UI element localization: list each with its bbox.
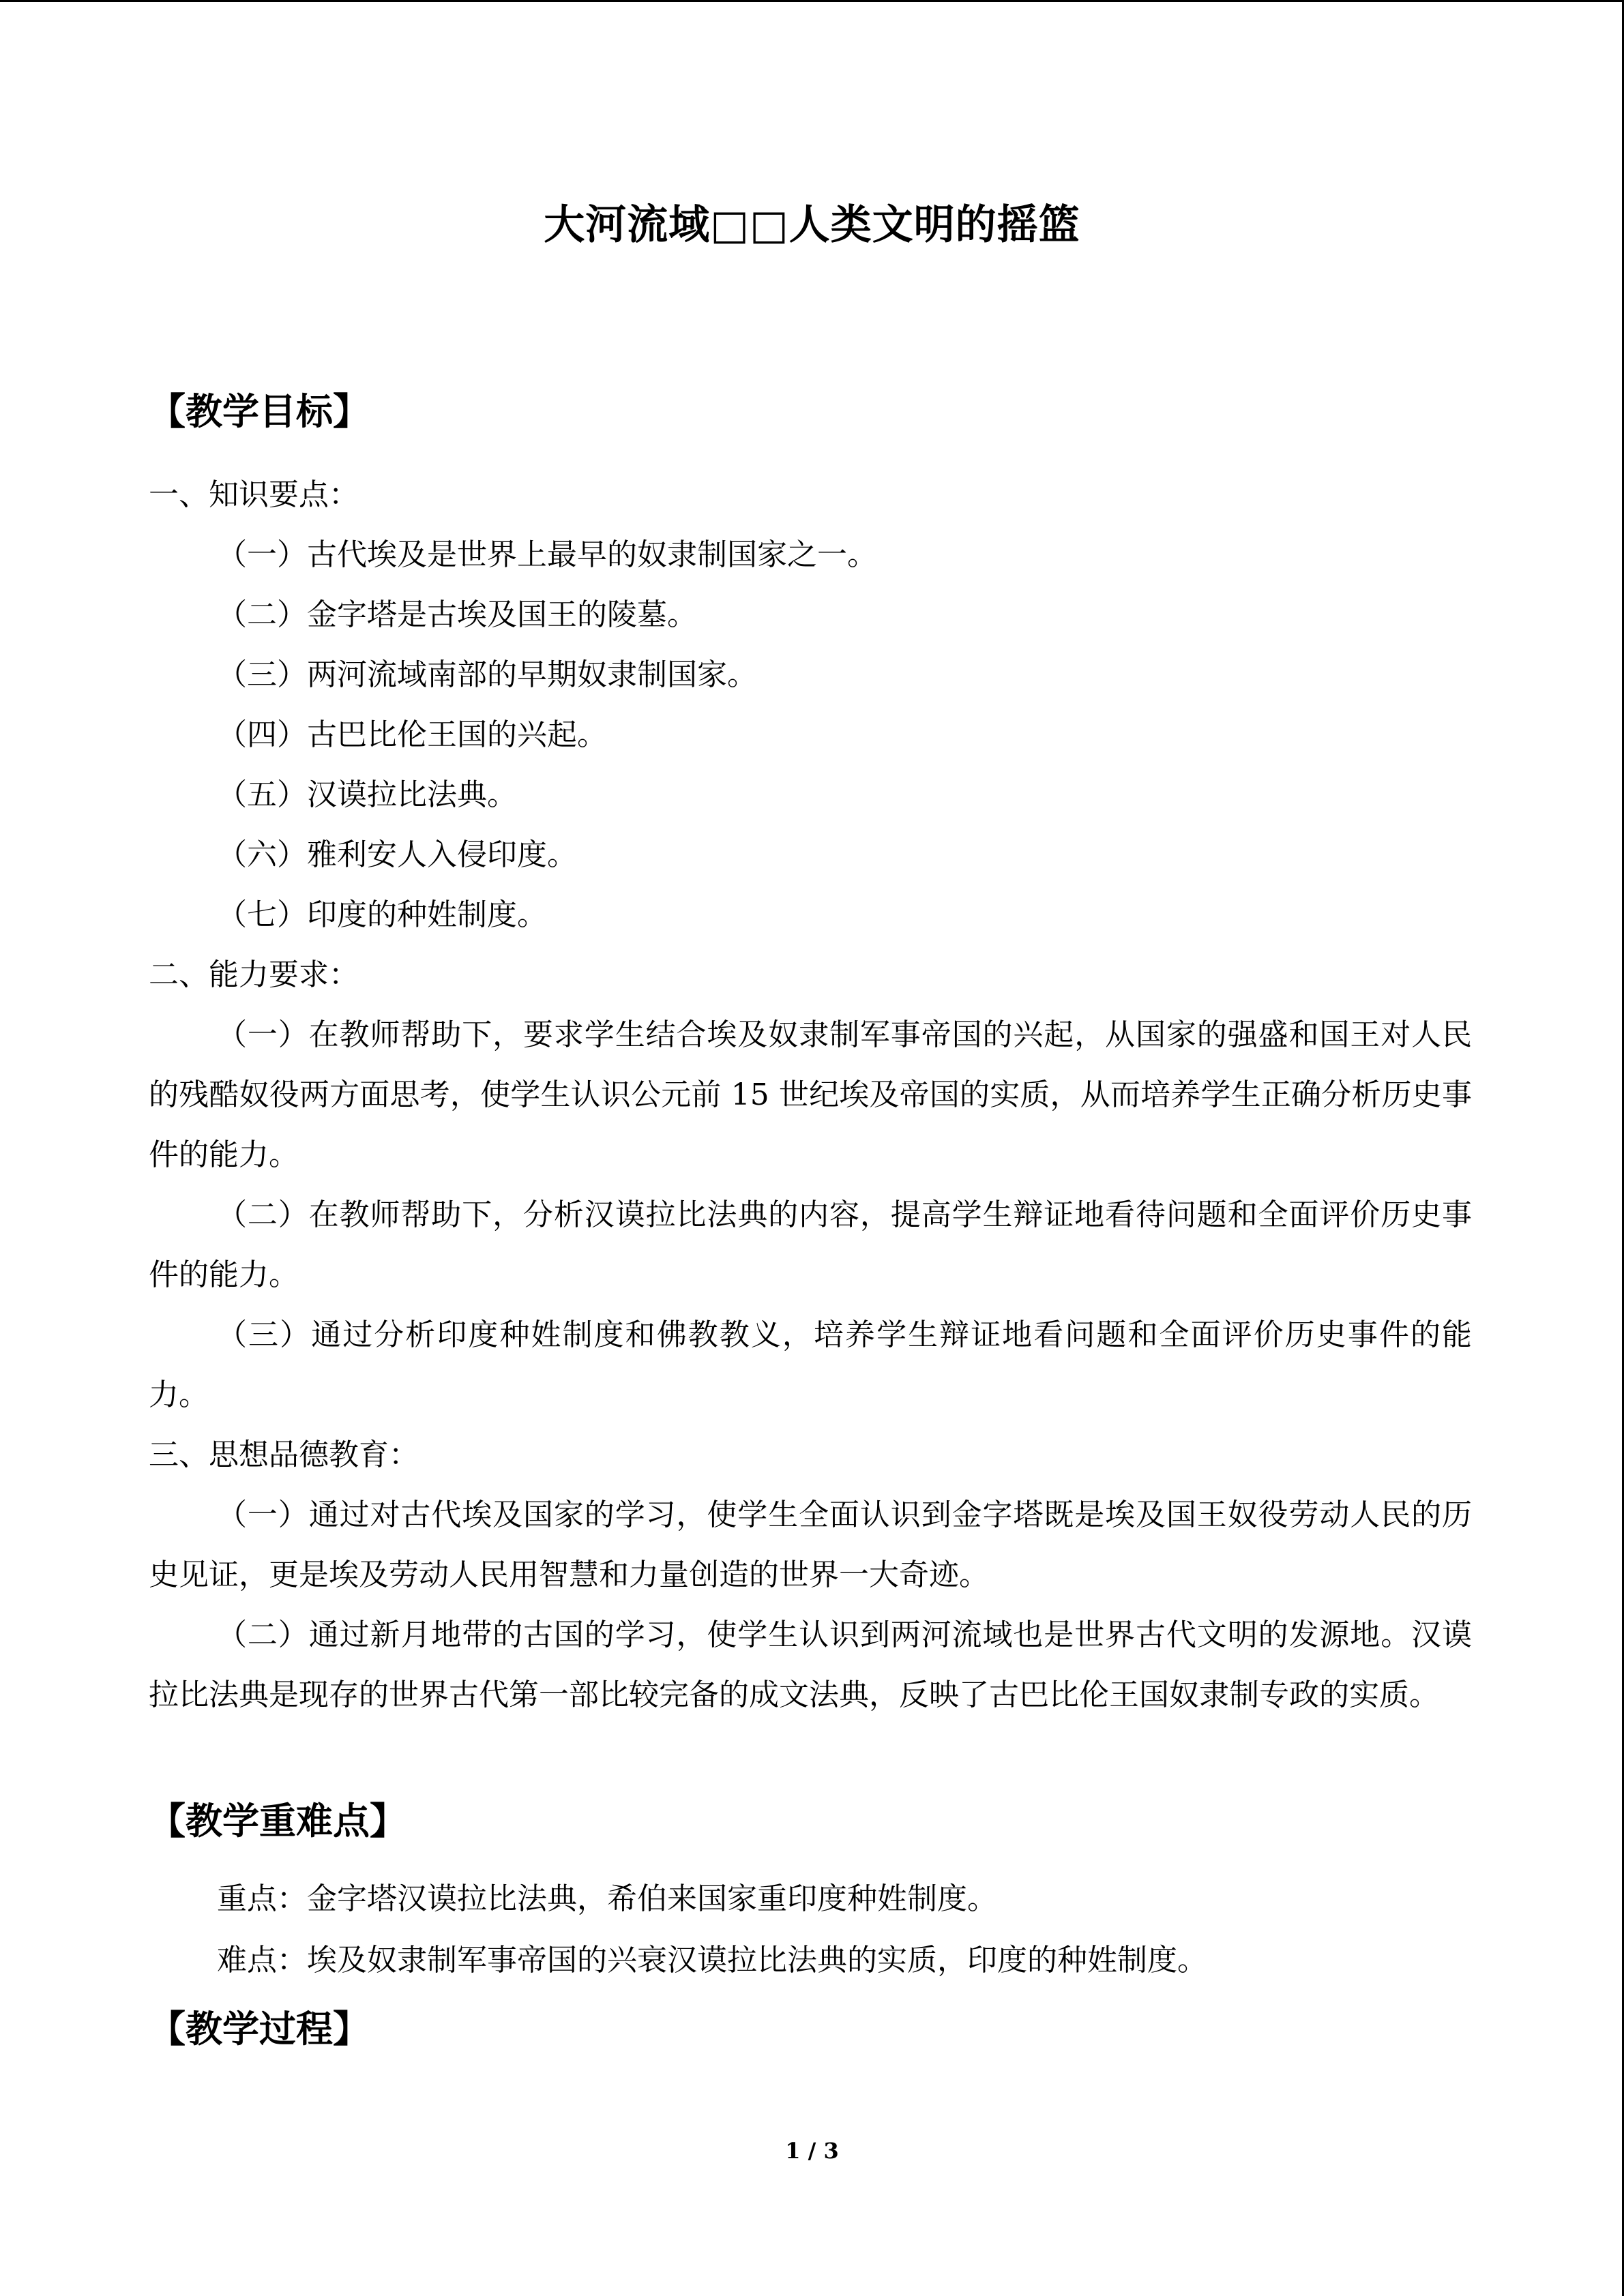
ability-paragraph-2: （二）在教师帮助下，分析汉谟拉比法典的内容，提高学生辩证地看待问题和全面评价历史事件的能力。 [149, 1197, 1472, 1292]
page-number: 1 / 3 [785, 2138, 839, 2164]
moral-paragraph-1: （一）通过对古代埃及国家的学习，使学生全面认识到金字塔既是埃及国王奴役劳动人民的历史见证，更是埃及劳动人民用智慧和力量创造的世界一大奇迹。 [149, 1497, 1472, 1592]
ability-paragraph-1: （一）在教师帮助下，要求学生结合埃及奴隶制军事帝国的兴起，从国家的强盛和国王对人民的残酷奴役两方面思考，使学生认识公元前 15 世纪埃及帝国的实质，从而培养学生正确分析历史事件的能力。 [149, 1017, 1472, 1172]
knowledge-item-5: （五）汉谟拉比法典。 [217, 777, 517, 812]
knowledge-item-2: （二）金字塔是古埃及国王的陵墓。 [217, 597, 697, 632]
document-title: 大河流域□□人类文明的摇篮 [544, 201, 1080, 249]
knowledge-item-6: （六）雅利安人入侵印度。 [217, 837, 577, 872]
moral-label: 三、思想品德教育： [149, 1437, 419, 1472]
knowledge-item-1: （一）古代埃及是世界上最早的奴隶制国家之一。 [217, 537, 877, 572]
knowledge-item-7: （七）印度的种姓制度。 [217, 897, 547, 932]
difficulty-point: 难点：埃及奴隶制军事帝国的兴衰汉谟拉比法典的实质，印度的种姓制度。 [217, 1943, 1207, 1978]
section-heading-process: 【教学过程】 [149, 2007, 370, 2051]
focus-point: 重点：金字塔汉谟拉比法典，希伯来国家重印度种姓制度。 [217, 1881, 997, 1916]
ability-label: 二、能力要求： [149, 957, 359, 992]
knowledge-item-3: （三）两河流域南部的早期奴隶制国家。 [217, 657, 757, 692]
section-heading-objectives: 【教学目标】 [149, 389, 370, 433]
knowledge-item-4: （四）古巴比伦王国的兴起。 [217, 717, 607, 752]
knowledge-label: 一、知识要点： [149, 477, 359, 512]
section-heading-key-points: 【教学重难点】 [149, 1799, 407, 1843]
moral-paragraph-2: （二）通过新月地带的古国的学习，使学生认识到两河流域也是世界古代文明的发源地。汉谟拉比法典是现存的世界古代第一部比较完备的成文法典，反映了古巴比伦王国奴隶制专政的实质。 [149, 1617, 1472, 1712]
ability-paragraph-3: （三）通过分析印度种姓制度和佛教教义，培养学生辩证地看问题和全面评价历史事件的能力。 [149, 1317, 1472, 1412]
